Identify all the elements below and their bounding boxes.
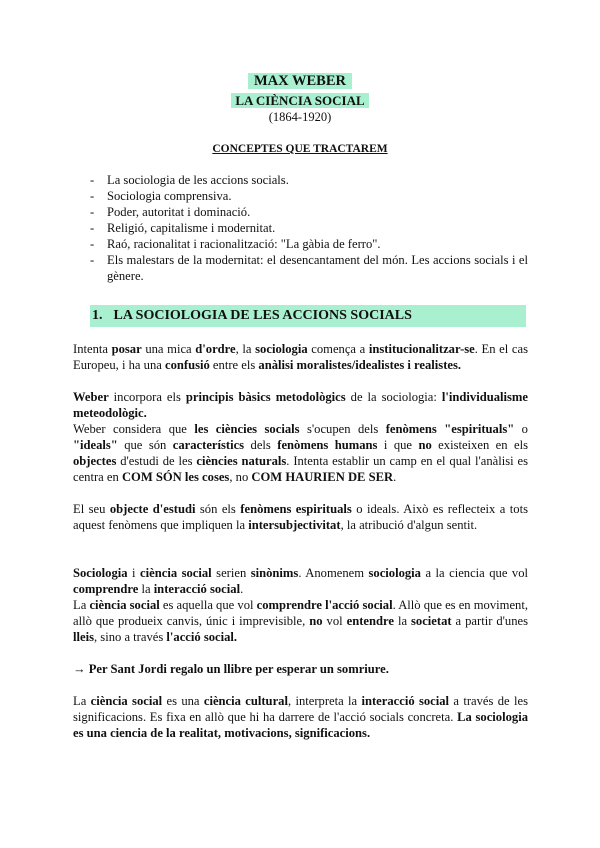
text-run: , la atribució d'algun sentit.: [340, 518, 478, 532]
bold-text: anàlisi moralistes/idealistes i realistes.: [258, 358, 462, 372]
text-run: es aquella que vol: [159, 598, 257, 612]
bold-text: no: [418, 438, 432, 452]
bold-text: fenòmens "espirituals": [385, 422, 515, 436]
text-run: existeixen en els: [431, 438, 528, 452]
bold-text: interacció social: [361, 694, 450, 708]
text-run: de la sociologia:: [345, 390, 442, 404]
bold-text: no: [309, 614, 323, 628]
bold-text: Weber: [73, 390, 109, 404]
text-run: o ideals. Això es reflecteix a tots aquest fenòmens que impliquen la: [73, 502, 528, 532]
list-item: - Poder, autoritat i dominació.: [90, 204, 528, 220]
subtitle-text: LA CIÈNCIA SOCIAL: [231, 93, 368, 108]
text-run: que són: [117, 438, 173, 452]
bold-text: ciència social: [89, 598, 160, 612]
bold-text: institucionalitzar-se: [368, 342, 475, 356]
bold-text: fenòmens espirituals: [240, 502, 352, 516]
list-item: - Sociologia comprensiva.: [90, 188, 528, 204]
text-run: s'ocupen dels: [299, 422, 386, 436]
bold-text: les ciències socials: [194, 422, 300, 436]
bold-text: Sociologia: [73, 566, 128, 580]
text-run: vol: [322, 614, 347, 628]
paragraph: [73, 661, 528, 677]
text-run: a partir d'unes: [451, 614, 529, 628]
bold-text: l'individualisme meteodològic.: [73, 390, 528, 420]
bold-text: confusió: [164, 358, 210, 372]
concepts-list: [90, 172, 528, 284]
bold-text: societat: [411, 614, 452, 628]
bold-text: COM HAURIEN DE SER: [251, 470, 394, 484]
text-run: i que: [377, 438, 419, 452]
bold-text: característics: [172, 438, 245, 452]
text-run: La: [73, 694, 91, 708]
paragraph: [73, 693, 528, 741]
text-run: . Anomenem: [298, 566, 369, 580]
text-run: una mica: [141, 342, 196, 356]
bold-text: COM SÓN les coses: [121, 470, 230, 484]
text-run: comença a: [307, 342, 369, 356]
paragraph: [73, 501, 528, 533]
text-run: dels: [244, 438, 278, 452]
text-run: o: [514, 422, 528, 436]
text-run: i: [127, 566, 141, 580]
list-item: - Religió, capitalisme i modernitat.: [90, 220, 528, 236]
paragraph: [73, 421, 528, 485]
bold-text: objecte d'estudi: [109, 502, 196, 516]
list-item: - La sociologia de les accions socials.: [90, 172, 528, 188]
list-item: - Els malestars de la modernitat: el desencantament del món. Les accions socials i el gènere.: [90, 252, 528, 284]
bold-text: sinònims: [250, 566, 299, 580]
bold-text: comprendre: [73, 582, 139, 596]
text-run: la: [393, 614, 412, 628]
title-text: MAX WEBER: [248, 73, 352, 89]
subtitle: [0, 92, 600, 109]
bold-text: fenòmens humans: [277, 438, 378, 452]
section-title: LA SOCIOLOGIA DE LES ACCIONS SOCIALS: [113, 308, 412, 323]
title: [0, 72, 600, 90]
bold-text: l'acció social.: [166, 630, 238, 644]
text-run: la: [138, 582, 154, 596]
bold-text: ciències naturals: [196, 454, 287, 468]
paragraph: [73, 597, 528, 645]
bold-text: interacció social: [153, 582, 241, 596]
text-run: d'estudi de les: [116, 454, 197, 468]
section-heading: [90, 305, 526, 327]
text-run: , la: [235, 342, 256, 356]
text-run: . Intenta establir un camp en el qual l'anàlisi es centra en: [73, 454, 528, 484]
text-run: són els: [195, 502, 241, 516]
section-number: 1.: [92, 308, 103, 323]
bold-text: sociologia: [255, 342, 308, 356]
text-run: es una: [162, 694, 204, 708]
text-run: . En el cas Europeu, i ha una: [73, 342, 528, 372]
text-run: els: [166, 390, 181, 404]
text-run: .: [240, 582, 244, 596]
text-run: incorpora: [108, 390, 167, 404]
text-run: , sino a través: [94, 630, 167, 644]
bold-text: lleis: [73, 630, 94, 644]
text-run: El seu: [73, 502, 110, 516]
bold-text: ciència cultural: [203, 694, 288, 708]
text-run: . Allò que es en moviment, allò que produeix canvis, únic i imprevisible,: [73, 598, 528, 628]
text-run: a través de les significacions. Es fixa en allò que hi ha darrere de l'acció socials concreta.: [73, 694, 528, 724]
bold-text: intersubjectivitat: [248, 518, 341, 532]
bold-text: → Per Sant Jordi regalo un llibre per esperar un somriure.: [73, 662, 389, 676]
text-run: Weber considera que: [73, 422, 195, 436]
paragraph: [73, 341, 528, 373]
text-run: Intenta: [73, 342, 112, 356]
text-run: .: [393, 470, 397, 484]
bold-text: comprendre l'acció social: [256, 598, 393, 612]
bold-text: ciència social: [90, 694, 163, 708]
bold-text: "ideals": [73, 438, 118, 452]
list-item: - Raó, racionalitat i racionalització: "La gàbia de ferro".: [90, 236, 528, 252]
text-run: entre els: [209, 358, 259, 372]
bold-text: entendre: [346, 614, 394, 628]
text-run: serien: [211, 566, 251, 580]
bold-text: d'ordre: [195, 342, 236, 356]
paragraph: [73, 565, 528, 597]
bold-text: principis bàsics metodològics: [185, 390, 346, 404]
bold-text: La sociologia es una ciencia de la realitat, motivacions, significacions.: [73, 710, 528, 740]
text-run: , interpreta la: [287, 694, 362, 708]
text-run: a la ciencia que vol: [420, 566, 528, 580]
paragraph: [73, 389, 528, 421]
text-run: , no: [229, 470, 252, 484]
concepts-heading: CONCEPTES QUE TRACTAREM: [212, 143, 388, 155]
bold-text: ciència social: [140, 566, 212, 580]
years: (1864-1920): [268, 110, 332, 124]
bold-text: sociologia: [368, 566, 421, 580]
bold-text: posar: [111, 342, 142, 356]
text-run: La: [73, 598, 90, 612]
bold-text: objectes: [73, 454, 117, 468]
